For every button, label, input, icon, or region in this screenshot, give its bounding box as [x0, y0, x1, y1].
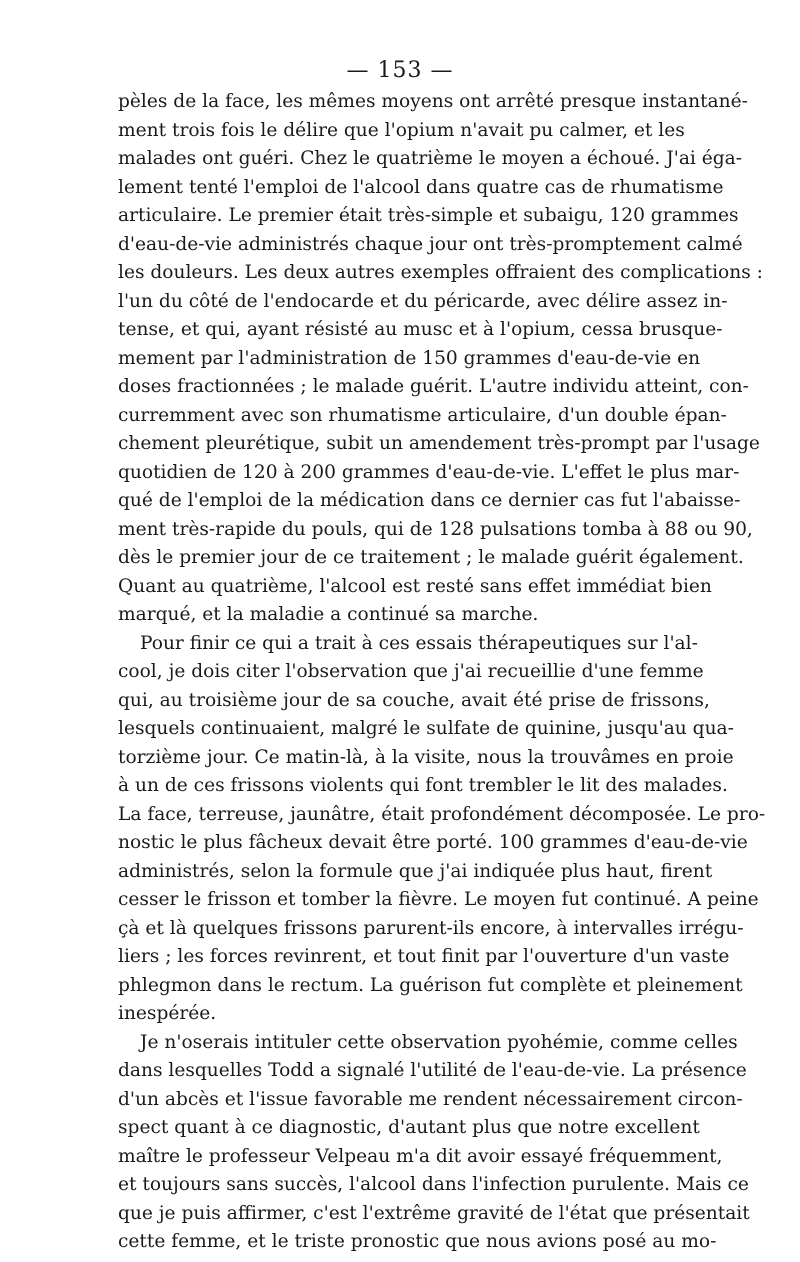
text-line: dès le premier jour de ce traitement ; le malade guérit également.: [118, 547, 744, 568]
text-line: les douleurs. Les deux autres exemples offraient des complications :: [118, 262, 763, 283]
text-line: nostic le plus fâcheux devait être porté. 100 grammes d'eau-de-vie: [118, 832, 748, 853]
text-line: Je n'oserais intituler cette observation pyohémie, comme celles: [140, 1031, 738, 1053]
text-line: ment trois fois le délire que l'opium n'avait pu calmer, et les: [118, 119, 685, 141]
text-line: ment très-rapide du pouls, qui de 128 pulsations tomba à 88 ou 90,: [118, 518, 753, 540]
text-line: cette femme, et le triste pronostic que nous avions posé au mo-: [118, 1231, 717, 1252]
text-line: et toujours sans succès, l'alcool dans l'infection purulente. Mais ce: [118, 1174, 749, 1195]
text-line: doses fractionnées ; le malade guérit. L'autre individu atteint, con-: [118, 376, 749, 397]
text-line: phlegmon dans le rectum. La guérison fut complète et pleinement: [118, 974, 743, 996]
text-line: mement par l'administration de 150 grammes d'eau-de-vie en: [118, 347, 701, 369]
text-line: d'un abcès et l'issue favorable me rendent nécessairement circon-: [118, 1088, 743, 1110]
text-line: maître le professeur Velpeau m'a dit avoir essayé fréquemment,: [118, 1145, 723, 1167]
text-line: malades ont guéri. Chez le quatrième le moyen a échoué. J'ai éga-: [118, 148, 743, 169]
text-line: qui, au troisième jour de sa couche, avait été prise de frissons,: [118, 689, 710, 711]
text-line: inespérée.: [118, 1003, 217, 1024]
text-line: dans lesquelles Todd a signalé l'utilité de l'eau-de-vie. La présence: [118, 1060, 747, 1081]
text-line: administrés, selon la formule que j'ai indiquée plus haut, firent: [118, 860, 713, 882]
text-line: curremment avec son rhumatisme articulaire, d'un double épan-: [118, 404, 727, 426]
text-line: torzième jour. Ce matin-là, à la visite, nous la trouvâmes en proie: [118, 746, 734, 768]
text-line: qué de l'emploi de la médication dans ce dernier cas fut l'abaisse-: [118, 490, 741, 511]
text-line: l'un du côté de l'endocarde et du péricarde, avec délire assez in-: [118, 290, 728, 312]
text-line: articulaire. Le premier était très-simple et subaigu, 120 grammes: [118, 205, 739, 226]
text-line: cool, je dois citer l'observation que j'ai recueillie d'une femme: [118, 661, 704, 682]
text-line: çà et là quelques frissons parurent-ils encore, à intervalles irrégu-: [118, 917, 744, 939]
text-line: d'eau-de-vie administrés chaque jour ont très-promptement calmé: [118, 233, 743, 255]
text-line: à un de ces frissons violents qui font trembler le lit des malades.: [118, 775, 728, 796]
text-line: quotidien de 120 à 200 grammes d'eau-de-vie. L'effet le plus mar-: [118, 461, 740, 483]
text-line: que je puis affirmer, c'est l'extrême gravité de l'état que présentait: [118, 1202, 750, 1224]
text-line: chement pleurétique, subit un amendement très-prompt par l'usage: [118, 433, 760, 454]
body-text: [118, 88, 766, 1257]
text-line: pèles de la face, les mêmes moyens ont arrêté presque instantané-: [118, 91, 748, 112]
text-line: La face, terreuse, jaunâtre, était profondément décomposée. Le pro-: [118, 803, 766, 825]
text-line: cesser le frisson et tomber la fièvre. Le moyen fut continué. A peine: [118, 889, 759, 910]
text-line: lement tenté l'emploi de l'alcool dans quatre cas de rhumatisme: [118, 176, 724, 198]
text-line: Quant au quatrième, l'alcool est resté sans effet immédiat bien: [118, 575, 712, 597]
text-line: Pour finir ce qui a trait à ces essais thérapeutiques sur l'al-: [140, 632, 698, 654]
text-line: tense, et qui, ayant résisté au musc et à l'opium, cessa brusque-: [118, 319, 723, 340]
text-line: liers ; les forces revinrent, et tout finit par l'ouverture d'un vaste: [118, 946, 730, 967]
text-line: lesquels continuaient, malgré le sulfate de quinine, jusqu'au qua-: [118, 718, 734, 739]
text-line: marqué, et la maladie a continué sa marche.: [118, 604, 539, 625]
text-line: spect quant à ce diagnostic, d'autant plus que notre excellent: [118, 1117, 700, 1138]
page-number: — 153 —: [346, 58, 454, 83]
